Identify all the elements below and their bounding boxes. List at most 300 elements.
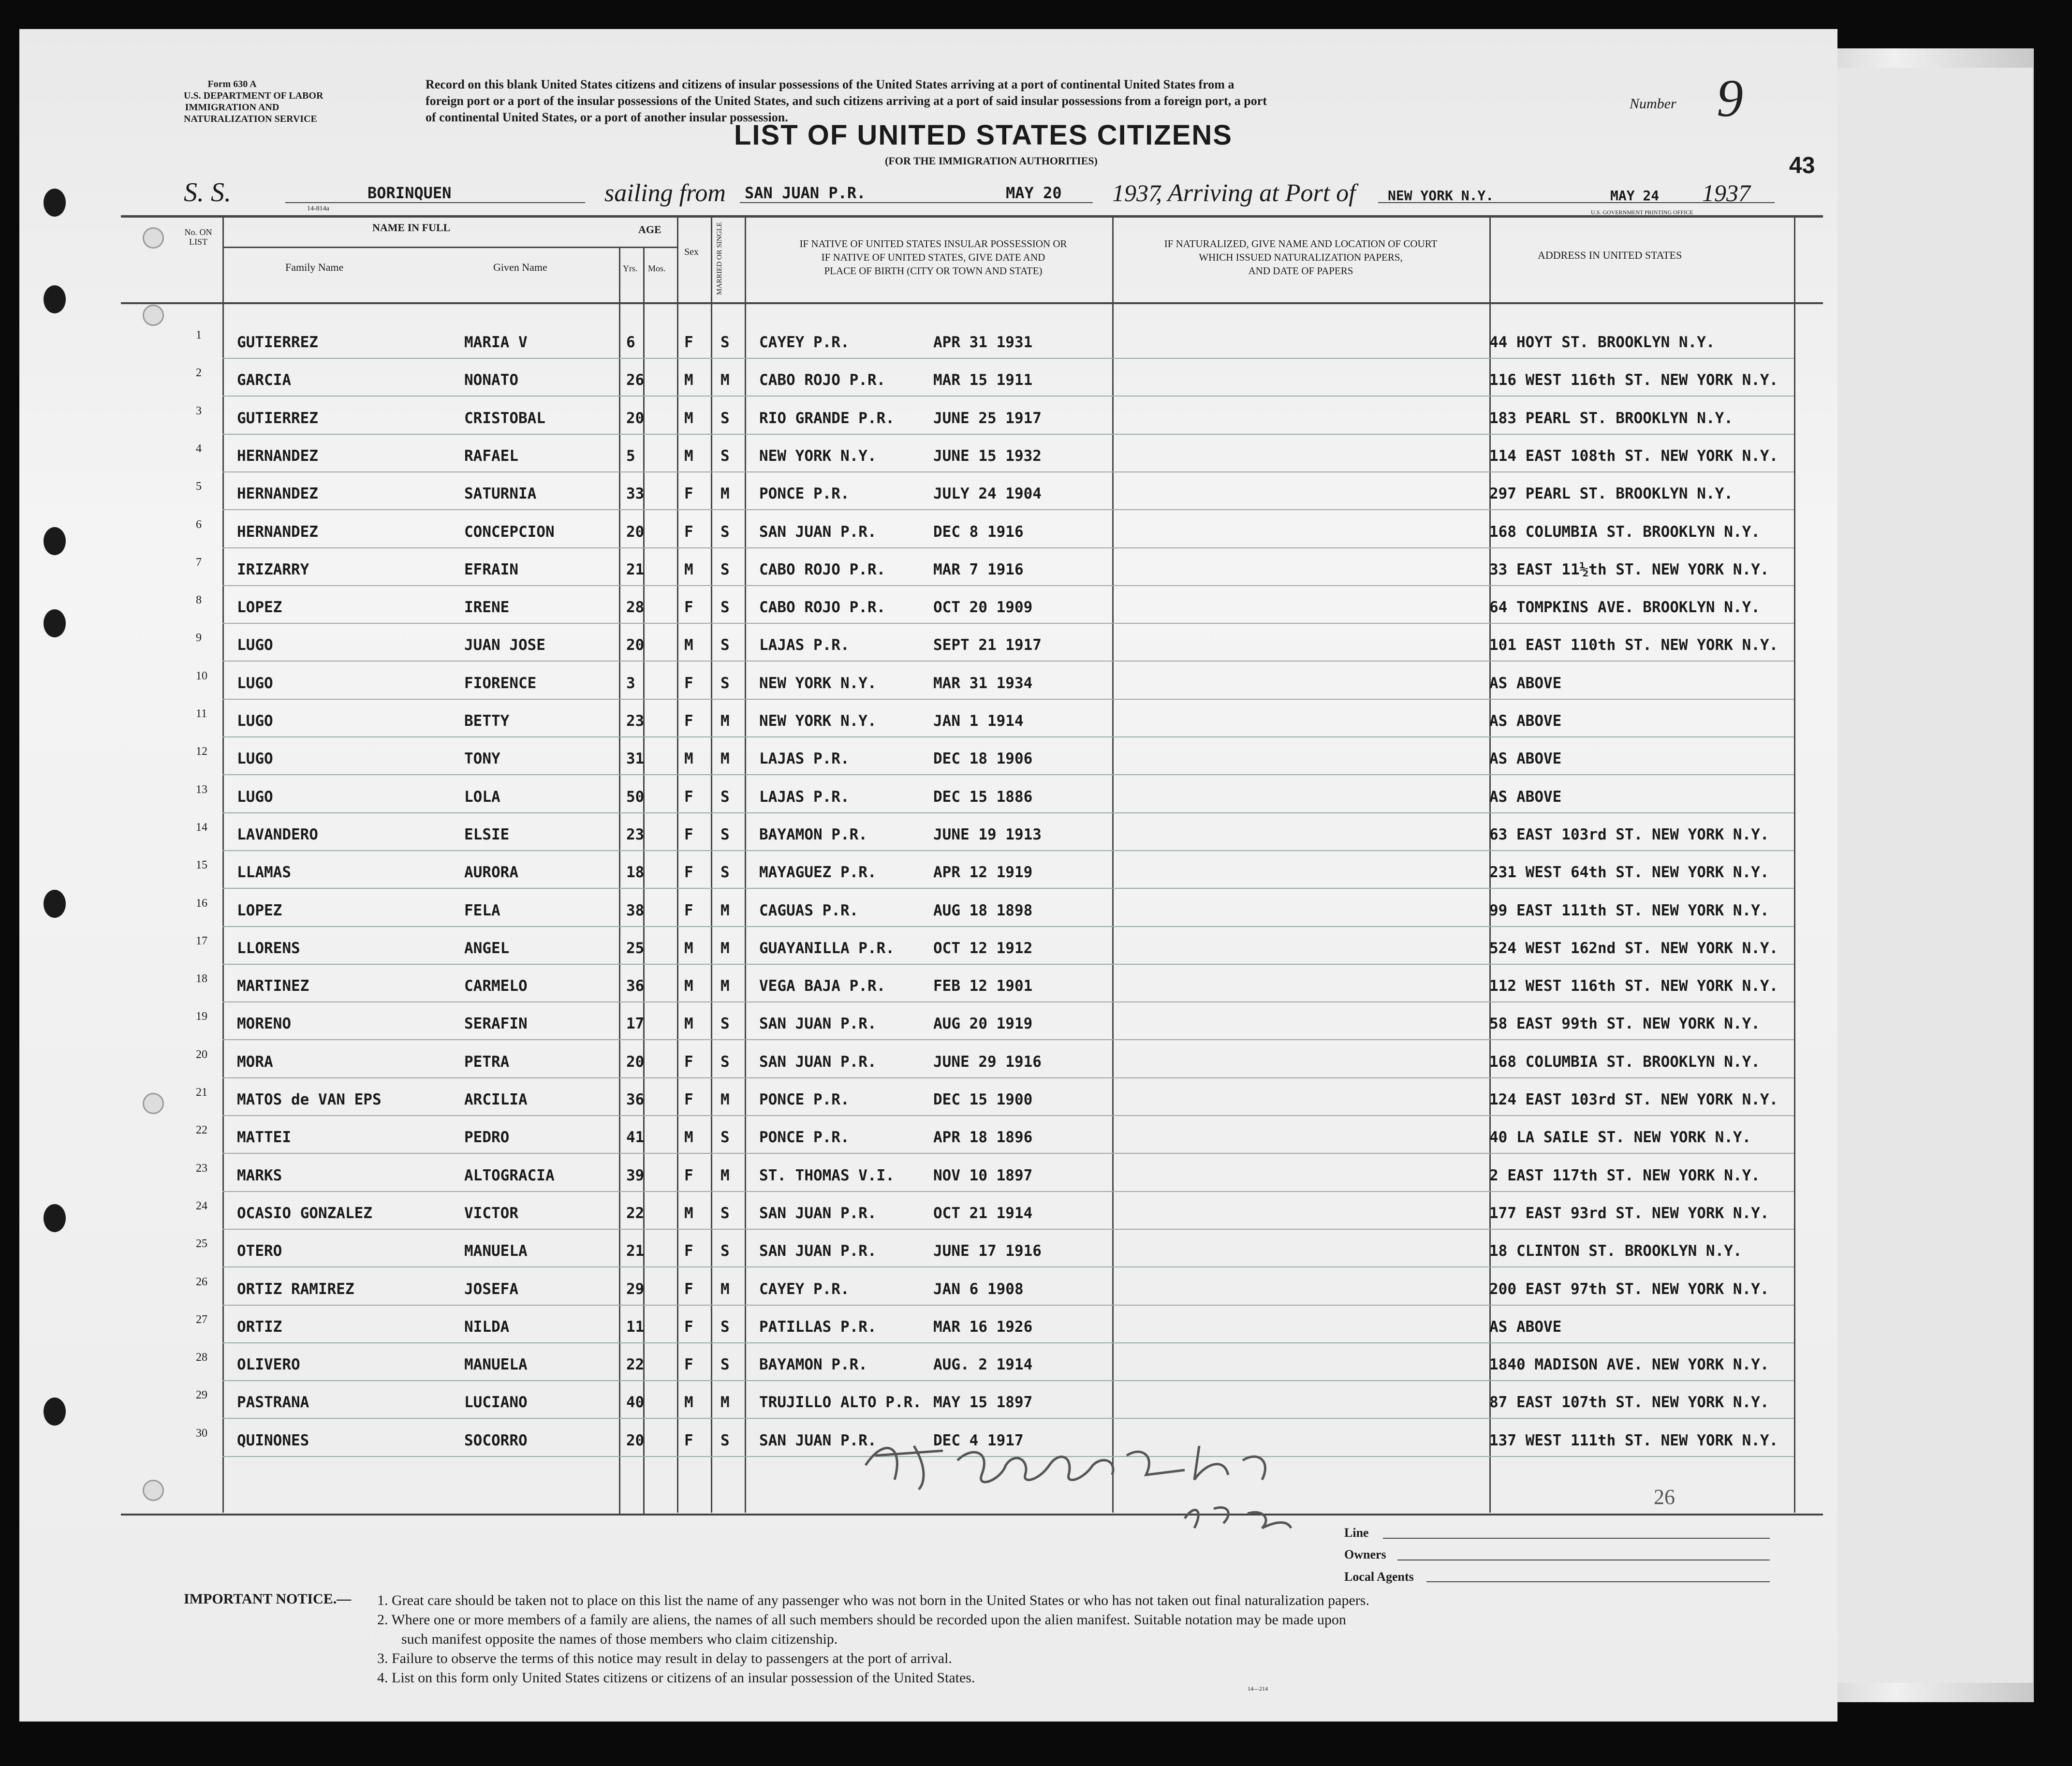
given-name: IRENE — [464, 599, 510, 617]
age-years: 20 — [626, 636, 645, 654]
birth-date: NOV 10 1897 — [933, 1166, 1033, 1184]
given-name: AURORA — [464, 864, 518, 882]
birth-place: VEGA BAJA P.R. — [759, 977, 886, 995]
ship-name: BORINQUEN — [367, 184, 452, 202]
given-name: PETRA — [464, 1053, 510, 1071]
us-address: 168 COLUMBIA ST. BROOKLYN N.Y. — [1489, 523, 1760, 541]
row-number: 21 — [196, 1086, 207, 1099]
age-years: 18 — [626, 864, 645, 882]
agents-label: Local Agents — [1344, 1570, 1414, 1584]
sex: F — [684, 485, 693, 503]
birth-place: CABO ROJO P.R. — [759, 560, 886, 578]
sex: F — [684, 599, 693, 617]
marital-status: S — [720, 1318, 730, 1336]
inspector-signature — [846, 1427, 1475, 1552]
birth-date: MAR 15 1911 — [933, 371, 1033, 389]
instructions: Record on this blank United States citizens and citizens of insular possessions of the United States arriving at a port of continental United States from a foreign port or a port of the insular possessions of the United States, and such citizens arriving at a port of said insular possessions from a foreign port, a port of continental United States, or a port of another insular possession. — [426, 77, 1267, 124]
birth-place: CABO ROJO P.R. — [759, 599, 886, 617]
col-family-name: Family Name — [285, 261, 344, 273]
col-yrs: Yrs. — [623, 264, 638, 273]
birth-date: JUNE 17 1916 — [933, 1242, 1042, 1260]
family-name: MATTEI — [237, 1129, 291, 1147]
given-name: PEDRO — [464, 1129, 510, 1147]
line-label: Line — [1344, 1526, 1369, 1540]
birth-place: NEW YORK N.Y. — [759, 712, 877, 730]
birth-place: ST. THOMAS V.I. — [759, 1166, 895, 1184]
us-address: 63 EAST 103rd ST. NEW YORK N.Y. — [1489, 825, 1769, 843]
us-address: 101 EAST 110th ST. NEW YORK N.Y. — [1489, 636, 1778, 654]
birth-date: OCT 12 1912 — [933, 939, 1033, 957]
family-name: HERNANDEZ — [237, 523, 318, 541]
given-name: MARIA V — [464, 334, 528, 351]
marital-status: S — [720, 523, 730, 541]
us-address: AS ABOVE — [1489, 1318, 1562, 1336]
sex: F — [684, 1166, 693, 1184]
birth-date: MAR 16 1926 — [933, 1318, 1033, 1336]
given-name: ALTOGRACIA — [464, 1166, 555, 1184]
family-name: LUGO — [237, 674, 273, 692]
age-years: 22 — [626, 1356, 645, 1374]
age-years: 38 — [626, 901, 645, 919]
col-given-name: Given Name — [493, 261, 547, 273]
family-name: ORTIZ RAMIREZ — [237, 1280, 354, 1298]
age-years: 36 — [626, 977, 645, 995]
birth-place: PONCE P.R. — [759, 1091, 850, 1108]
birth-place: NEW YORK N.Y. — [759, 674, 877, 692]
family-name: MARKS — [237, 1166, 282, 1184]
row-number: 22 — [196, 1124, 207, 1137]
row-number: 6 — [196, 518, 202, 531]
us-address: 2 EAST 117th ST. NEW YORK N.Y. — [1489, 1166, 1760, 1184]
marital-status: S — [720, 560, 730, 578]
sex: F — [684, 1318, 693, 1336]
given-name: JUAN JOSE — [464, 636, 545, 654]
sailing-label: sailing from — [604, 179, 726, 207]
family-name: MARTINEZ — [237, 977, 309, 995]
given-name: LUCIANO — [464, 1394, 528, 1412]
col-age: AGE — [638, 223, 661, 235]
us-address: AS ABOVE — [1489, 674, 1562, 692]
us-address: 1840 MADISON AVE. NEW YORK N.Y. — [1489, 1356, 1769, 1374]
birth-place: CAYEY P.R. — [759, 1280, 850, 1298]
sailing-from: SAN JUAN P.R. — [745, 184, 866, 202]
marital-status: S — [720, 409, 730, 427]
row-number: 1 — [196, 329, 202, 341]
birth-date: JUNE 25 1917 — [933, 409, 1042, 427]
marital-status: S — [720, 599, 730, 617]
us-address: AS ABOVE — [1489, 712, 1562, 730]
age-years: 50 — [626, 788, 645, 806]
sex: F — [684, 1053, 693, 1071]
age-years: 3 — [626, 674, 635, 692]
us-address: 124 EAST 103rd ST. NEW YORK N.Y. — [1489, 1091, 1778, 1108]
sex: M — [684, 447, 693, 465]
col-birth: IF NATIVE OF UNITED STATES INSULAR POSSESSION OR IF NATIVE OF UNITED STATES, GIVE DATE AND PLACE OF BIRTH (CITY OR TOWN AND STATE) — [799, 238, 1067, 277]
marital-status: S — [720, 1015, 730, 1033]
us-address: 297 PEARL ST. BROOKLYN N.Y. — [1489, 485, 1733, 503]
sex: F — [684, 1280, 693, 1298]
given-name: ELSIE — [464, 825, 510, 843]
owners-label: Owners — [1344, 1547, 1386, 1561]
given-name: ANGEL — [464, 939, 510, 957]
sex: F — [684, 825, 693, 843]
given-name: LOLA — [464, 788, 500, 806]
underlying-page-edge — [1818, 68, 2033, 1683]
given-name: CONCEPCION — [464, 523, 555, 541]
family-name: LUGO — [237, 788, 273, 806]
birth-place: MAYAGUEZ P.R. — [759, 864, 877, 882]
family-name: PASTRANA — [237, 1394, 309, 1412]
given-name: CARMELO — [464, 977, 528, 995]
family-name: GUTIERREZ — [237, 409, 318, 427]
punch-hole — [44, 890, 66, 918]
family-name: HERNANDEZ — [237, 485, 318, 503]
form-id: Form 630 A U.S. DEPARTMENT OF LABOR IMMIGRATION AND NATURALIZATION SERVICE — [184, 79, 323, 124]
family-name: LLAMAS — [237, 864, 291, 882]
birth-date: MAR 7 1916 — [933, 560, 1024, 578]
row-number: 28 — [196, 1351, 207, 1364]
given-name: SATURNIA — [464, 485, 537, 503]
us-address: 137 WEST 111th ST. NEW YORK N.Y. — [1489, 1431, 1778, 1449]
us-address: 524 WEST 162nd ST. NEW YORK N.Y. — [1489, 939, 1778, 957]
marital-status: S — [720, 788, 730, 806]
punch-hole — [44, 1398, 66, 1426]
sex: F — [684, 334, 693, 351]
sex: M — [684, 636, 693, 654]
punch-hole — [44, 285, 66, 313]
given-name: SERAFIN — [464, 1015, 528, 1033]
row-number: 9 — [196, 632, 202, 645]
us-address: 112 WEST 116th ST. NEW YORK N.Y. — [1489, 977, 1778, 995]
age-years: 11 — [626, 1318, 645, 1336]
us-address: 58 EAST 99th ST. NEW YORK N.Y. — [1489, 1015, 1760, 1033]
age-years: 22 — [626, 1204, 645, 1222]
birth-place: CAYEY P.R. — [759, 334, 850, 351]
row-number: 20 — [196, 1048, 207, 1061]
birth-place: SAN JUAN P.R. — [759, 1431, 877, 1449]
marital-status: S — [720, 1431, 730, 1449]
notice-list: 1. Great care should be taken not to place on this list the name of any passenger who was not born in the United States or who has not taken out final naturalization papers. 2. Where one or more members of a family are aliens, the names of all such members should be recorded upon the alien manifest. Suitable notation may be made upon such manifest opposite the names of those members who claim citizenship. 3. Failure to observe the terms of this notice may result in delay to passengers at the port of arrival. 4. List on this form only United States citizens or citizens of an insular possession of the United States. — [377, 1592, 1369, 1686]
birth-date: DEC 4 1917 — [933, 1431, 1024, 1449]
us-address: 116 WEST 116th ST. NEW YORK N.Y. — [1489, 371, 1778, 389]
age-years: 36 — [626, 1091, 645, 1108]
age-years: 31 — [626, 750, 645, 768]
sex: F — [684, 1356, 693, 1374]
birth-date: DEC 8 1916 — [933, 523, 1024, 541]
us-address: 114 EAST 108th ST. NEW YORK N.Y. — [1489, 447, 1778, 465]
sail-year: 1937 — [1112, 179, 1161, 206]
age-years: 39 — [626, 1166, 645, 1184]
row-number: 23 — [196, 1162, 207, 1175]
birth-date: OCT 21 1914 — [933, 1204, 1033, 1222]
row-number: 14 — [196, 821, 207, 834]
family-name: GARCIA — [237, 371, 291, 389]
sex: F — [684, 1431, 693, 1449]
birth-place: GUAYANILLA P.R. — [759, 939, 895, 957]
family-name: LLORENS — [237, 939, 300, 957]
birth-date: FEB 12 1901 — [933, 977, 1033, 995]
birth-place: SAN JUAN P.R. — [759, 1242, 877, 1260]
birth-place: LAJAS P.R. — [759, 636, 850, 654]
row-number: 8 — [196, 594, 202, 607]
birth-place: LAJAS P.R. — [759, 788, 850, 806]
birth-place: BAYAMON P.R. — [759, 825, 867, 843]
punch-hole — [44, 527, 66, 555]
us-address: AS ABOVE — [1489, 750, 1562, 768]
given-name: EFRAIN — [464, 560, 518, 578]
marital-status: M — [720, 485, 730, 503]
row-number: 16 — [196, 897, 207, 910]
number-label: Number — [1630, 96, 1676, 112]
number-value: 9 — [1717, 69, 1743, 128]
marital-status: M — [720, 1166, 730, 1184]
birth-date: APR 18 1896 — [933, 1129, 1033, 1147]
us-address: 87 EAST 107th ST. NEW YORK N.Y. — [1489, 1394, 1769, 1412]
printing-office: U.S. GOVERNMENT PRINTING OFFICE — [1591, 209, 1693, 216]
birth-date: JAN 6 1908 — [933, 1280, 1024, 1298]
given-name: FELA — [464, 901, 500, 919]
marital-status: S — [720, 334, 730, 351]
age-years: 20 — [626, 1053, 645, 1071]
family-name: IRIZARRY — [237, 560, 309, 578]
marital-status: M — [720, 1394, 730, 1412]
us-address: 18 CLINTON ST. BROOKLYN N.Y. — [1489, 1242, 1742, 1260]
birth-place: SAN JUAN P.R. — [759, 1053, 877, 1071]
marital-status: M — [720, 712, 730, 730]
row-number: 2 — [196, 367, 202, 380]
birth-place: PATILLAS P.R. — [759, 1318, 877, 1336]
marital-status: S — [720, 674, 730, 692]
birth-date: JAN 1 1914 — [933, 712, 1024, 730]
sex: M — [684, 1129, 693, 1147]
us-address: 44 HOYT ST. BROOKLYN N.Y. — [1489, 334, 1715, 351]
sex: F — [684, 864, 693, 882]
family-name: MORA — [237, 1053, 273, 1071]
us-address: 200 EAST 97th ST. NEW YORK N.Y. — [1489, 1280, 1769, 1298]
family-name: LAVANDERO — [237, 825, 318, 843]
birth-place: PONCE P.R. — [759, 485, 850, 503]
marital-status: M — [720, 750, 730, 768]
col-sex: Sex — [684, 247, 699, 257]
birth-date: OCT 20 1909 — [933, 599, 1033, 617]
row-number: 5 — [196, 480, 202, 493]
marital-status: M — [720, 977, 730, 995]
sex: F — [684, 788, 693, 806]
row-number: 27 — [196, 1313, 207, 1326]
us-address: 183 PEARL ST. BROOKLYN N.Y. — [1489, 409, 1733, 427]
birth-date: SEPT 21 1917 — [933, 636, 1042, 654]
row-number: 11 — [196, 707, 207, 720]
row-number: 30 — [196, 1427, 207, 1440]
row-number: 15 — [196, 859, 207, 872]
row-number: 13 — [196, 783, 207, 796]
us-address: 40 LA SAILE ST. NEW YORK N.Y. — [1489, 1129, 1751, 1147]
row-number: 4 — [196, 442, 202, 455]
family-name: ORTIZ — [237, 1318, 282, 1336]
age-years: 17 — [626, 1015, 645, 1033]
punch-hole — [44, 609, 66, 637]
given-name: SOCORRO — [464, 1431, 528, 1449]
family-name: OLIVERO — [237, 1356, 300, 1374]
sex: F — [684, 523, 693, 541]
age-years: 21 — [626, 1242, 645, 1260]
marital-status: M — [720, 371, 730, 389]
family-name: LUGO — [237, 712, 273, 730]
marital-status: S — [720, 447, 730, 465]
col-name-in-full: NAME IN FULL — [372, 221, 451, 234]
birth-date: JUNE 15 1932 — [933, 447, 1042, 465]
row-number: 26 — [196, 1275, 207, 1288]
family-name: OTERO — [237, 1242, 282, 1260]
family-name: MATOS de VAN EPS — [237, 1091, 382, 1108]
row-number: 10 — [196, 669, 207, 682]
birth-date: JULY 24 1904 — [933, 485, 1042, 503]
arrival-year: 1937 — [1702, 179, 1750, 206]
sex: F — [684, 712, 693, 730]
us-address: 99 EAST 111th ST. NEW YORK N.Y. — [1489, 901, 1769, 919]
us-address: 64 TOMPKINS AVE. BROOKLYN N.Y. — [1489, 599, 1760, 617]
age-years: 23 — [626, 825, 645, 843]
age-years: 25 — [626, 939, 645, 957]
sex: M — [684, 1204, 693, 1222]
birth-date: APR 12 1919 — [933, 864, 1033, 882]
us-address: 177 EAST 93rd ST. NEW YORK N.Y. — [1489, 1204, 1769, 1222]
birth-date: JUNE 29 1916 — [933, 1053, 1042, 1071]
arrival-port: NEW YORK N.Y. — [1388, 188, 1494, 204]
family-name: LOPEZ — [237, 901, 282, 919]
marital-status: S — [720, 636, 730, 654]
age-years: 21 — [626, 560, 645, 578]
page-subtitle: (FOR THE IMMIGRATION AUTHORITIES) — [885, 155, 1098, 167]
given-name: FIORENCE — [464, 674, 537, 692]
sex: M — [684, 750, 693, 768]
family-name: GUTIERREZ — [237, 334, 318, 351]
given-name: MANUELA — [464, 1242, 528, 1260]
age-years: 20 — [626, 409, 645, 427]
arriving-label: , Arriving at Port of — [1156, 179, 1356, 207]
birth-place: SAN JUAN P.R. — [759, 1015, 877, 1033]
age-years: 40 — [626, 1394, 645, 1412]
us-address: 231 WEST 64th ST. NEW YORK N.Y. — [1489, 864, 1769, 882]
age-years: 33 — [626, 485, 645, 503]
birth-place: NEW YORK N.Y. — [759, 447, 877, 465]
birth-place: TRUJILLO ALTO P.R. — [759, 1394, 922, 1412]
marital-status: S — [720, 1053, 730, 1071]
ss-label: S. S. — [184, 177, 231, 207]
given-name: NONATO — [464, 371, 518, 389]
row-number: 3 — [196, 404, 202, 417]
page-title: LIST OF UNITED STATES CITIZENS — [734, 119, 1233, 151]
notice-title: IMPORTANT NOTICE.— — [184, 1591, 352, 1607]
birth-date: AUG 18 1898 — [933, 901, 1033, 919]
punch-hole — [44, 1204, 66, 1232]
us-address: 168 COLUMBIA ST. BROOKLYN N.Y. — [1489, 1053, 1760, 1071]
marital-status: S — [720, 1356, 730, 1374]
marital-status: M — [720, 939, 730, 957]
col-no: No. ON LIST — [184, 227, 212, 247]
birth-place: SAN JUAN P.R. — [759, 523, 877, 541]
marital-status: S — [720, 1129, 730, 1147]
age-years: 20 — [626, 523, 645, 541]
col-mos: Mos. — [648, 264, 666, 273]
marital-status: M — [720, 1280, 730, 1298]
row-number: 17 — [196, 934, 207, 947]
family-name: LUGO — [237, 750, 273, 768]
birth-place: LAJAS P.R. — [759, 750, 850, 768]
page-mark: 43 — [1789, 153, 1815, 178]
row-number: 24 — [196, 1199, 207, 1212]
us-address: 33 EAST 11½th ST. NEW YORK N.Y. — [1489, 560, 1769, 578]
birth-place: SAN JUAN P.R. — [759, 1204, 877, 1222]
col-married: MARRIED OR SINGLE — [716, 222, 723, 295]
age-years: 20 — [626, 1431, 645, 1449]
marital-status: M — [720, 1091, 730, 1108]
age-years: 28 — [626, 599, 645, 617]
given-name: MANUELA — [464, 1356, 528, 1374]
small-code: 14-814a — [307, 205, 329, 212]
age-years: 26 — [626, 371, 645, 389]
birth-date: DEC 15 1886 — [933, 788, 1033, 806]
punch-hole — [44, 189, 66, 217]
birth-date: MAY 15 1897 — [933, 1394, 1033, 1412]
sex: F — [684, 1242, 693, 1260]
sex: M — [684, 939, 693, 957]
col-naturalized: IF NATURALIZED, GIVE NAME AND LOCATION OF COURT WHICH ISSUED NATURALIZATION PAPERS, AND DATE OF PAPERS — [1164, 238, 1438, 277]
birth-place: BAYAMON P.R. — [759, 1356, 867, 1374]
given-name: ARCILIA — [464, 1091, 528, 1108]
given-name: VICTOR — [464, 1204, 518, 1222]
row-number: 7 — [196, 556, 202, 569]
us-address: AS ABOVE — [1489, 788, 1562, 806]
family-name: LOPEZ — [237, 599, 282, 617]
birth-date: AUG 20 1919 — [933, 1015, 1033, 1033]
row-number: 12 — [196, 745, 207, 758]
age-years: 23 — [626, 712, 645, 730]
marital-status: M — [720, 901, 730, 919]
marital-status: S — [720, 1242, 730, 1260]
sex: M — [684, 409, 693, 427]
birth-date: MAR 31 1934 — [933, 674, 1033, 692]
family-name: MORENO — [237, 1015, 291, 1033]
given-name: RAFAEL — [464, 447, 518, 465]
sex: M — [684, 371, 693, 389]
row-number: 18 — [196, 972, 207, 986]
row-number: 25 — [196, 1237, 207, 1251]
birth-date: DEC 15 1900 — [933, 1091, 1033, 1108]
sex: M — [684, 1394, 693, 1412]
marital-status: S — [720, 825, 730, 843]
given-name: CRISTOBAL — [464, 409, 545, 427]
marital-status: S — [720, 1204, 730, 1222]
sex: F — [684, 901, 693, 919]
row-number: 29 — [196, 1389, 207, 1402]
birth-place: CABO ROJO P.R. — [759, 371, 886, 389]
birth-place: PONCE P.R. — [759, 1129, 850, 1147]
family-name: QUINONES — [237, 1431, 309, 1449]
age-years: 41 — [626, 1129, 645, 1147]
family-name: HERNANDEZ — [237, 447, 318, 465]
footer-code: 14—214 — [1248, 1685, 1268, 1692]
arrival-date: MAY 24 — [1610, 188, 1660, 204]
sex: F — [684, 674, 693, 692]
given-name: NILDA — [464, 1318, 510, 1336]
family-name: LUGO — [237, 636, 273, 654]
birth-date: APR 31 1931 — [933, 334, 1033, 351]
sail-date: MAY 20 — [1006, 184, 1062, 202]
birth-date: AUG. 2 1914 — [933, 1356, 1033, 1374]
birth-place: CAGUAS P.R. — [759, 901, 859, 919]
age-years: 6 — [626, 334, 635, 351]
